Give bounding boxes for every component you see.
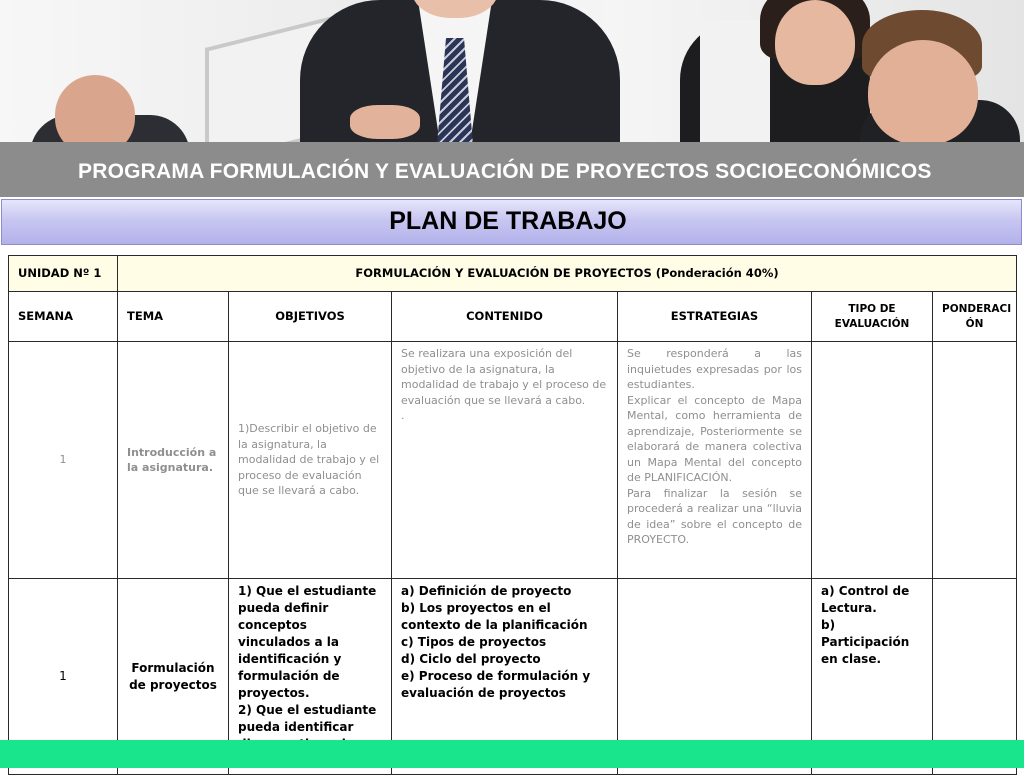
program-title-bar: [0, 142, 1024, 197]
cell-contenido: [392, 342, 618, 579]
contenido-line: c) Tipos de proyectos: [401, 635, 547, 649]
cell-objetivos: 1)Describir el objetivo de la asignatura, la modalidad de trabajo y el proceso de evaluación que se llevará a cabo.: [229, 342, 392, 579]
column-header-tema: TEMA: [118, 292, 229, 342]
contenido-line: Se realizara una exposición del objetivo de la asignatura, la modalidad de trabajo y el proceso de evaluación que se llevará a cabo.: [401, 347, 607, 407]
program-title: PROGRAMA FORMULACIÓN Y EVALUACIÓN DE PROYECTOS SOCIOECONÓMICOS: [78, 160, 932, 183]
objetivos-line: 1) Que el estudiante pueda definir conceptos vinculados a la identificación y formulación de proyectos.: [238, 584, 377, 700]
plan-title: PLAN DE TRABAJO: [389, 207, 627, 235]
unit-row: [9, 256, 1017, 292]
table-row: [9, 342, 1017, 579]
estrategias-line: Se responderá a las inquietudes expresadas por los estudiantes.: [627, 347, 802, 391]
estrategias-line: Explicar el concepto de Mapa Mental, como herramienta de aprendizaje, Posteriormente se elaborará de manera colectiva un Mapa Mental del concepto de PLANIFICACIÓN.: [627, 393, 802, 484]
cell-tipo-evaluacion: [812, 342, 933, 579]
contenido-line: a) Definición de proyecto: [401, 584, 572, 598]
cell-ponderacion: [933, 342, 1017, 579]
column-header-tipo-line-2: EVALUACIÓN: [834, 317, 910, 330]
plan-title-bar: [1, 199, 1022, 245]
column-header-semana: SEMANA: [9, 292, 118, 342]
objetivos-line: 2) Que el estudiante pueda identificar: [238, 703, 377, 734]
contenido-line: b) Los proyectos en el contexto de la planificación: [401, 601, 588, 632]
cell-tema: Introducción a la asignatura.: [118, 342, 229, 579]
unit-label: UNIDAD Nº 1: [9, 256, 118, 292]
unit-title: FORMULACIÓN Y EVALUACIÓN DE PROYECTOS (Ponderación 40%): [118, 256, 1017, 292]
column-header-row: [9, 292, 1017, 342]
cell-semana: 1: [9, 579, 118, 775]
contenido-line: d) Ciclo del proyecto: [401, 652, 541, 666]
footer-bar: [0, 740, 1024, 768]
column-header-ponderacion-line-2: ÓN: [965, 317, 984, 330]
header-photo-banner: [0, 0, 1024, 142]
column-header-estrategias: ESTRATEGIAS: [618, 292, 812, 342]
column-header-tipo-evaluacion: [812, 292, 933, 342]
tipo-evaluacion-line: b) Participación en clase.: [821, 618, 910, 666]
cell-tema: Formulación de proyectos: [118, 579, 229, 775]
column-header-tipo-line-1: TIPO DE: [848, 302, 896, 315]
column-header-ponderacion-line-1: PONDERACI: [942, 302, 1012, 315]
column-header-objetivos: OBJETIVOS: [229, 292, 392, 342]
work-plan-table: [8, 255, 1017, 775]
cell-estrategias: [618, 342, 812, 579]
column-header-ponderacion: [933, 292, 1017, 342]
estrategias-line: Para finalizar la sesión se procederá a realizar una “lluvia de idea” sobre el concepto de PROYECTO.: [627, 486, 802, 546]
contenido-line: e) Proceso de formulación y evaluación de proyectos: [401, 669, 591, 700]
column-header-contenido: CONTENIDO: [392, 292, 618, 342]
contenido-line: .: [401, 409, 405, 422]
tipo-evaluacion-line: a) Control de Lectura.: [821, 584, 910, 615]
cell-semana: 1: [9, 342, 118, 579]
